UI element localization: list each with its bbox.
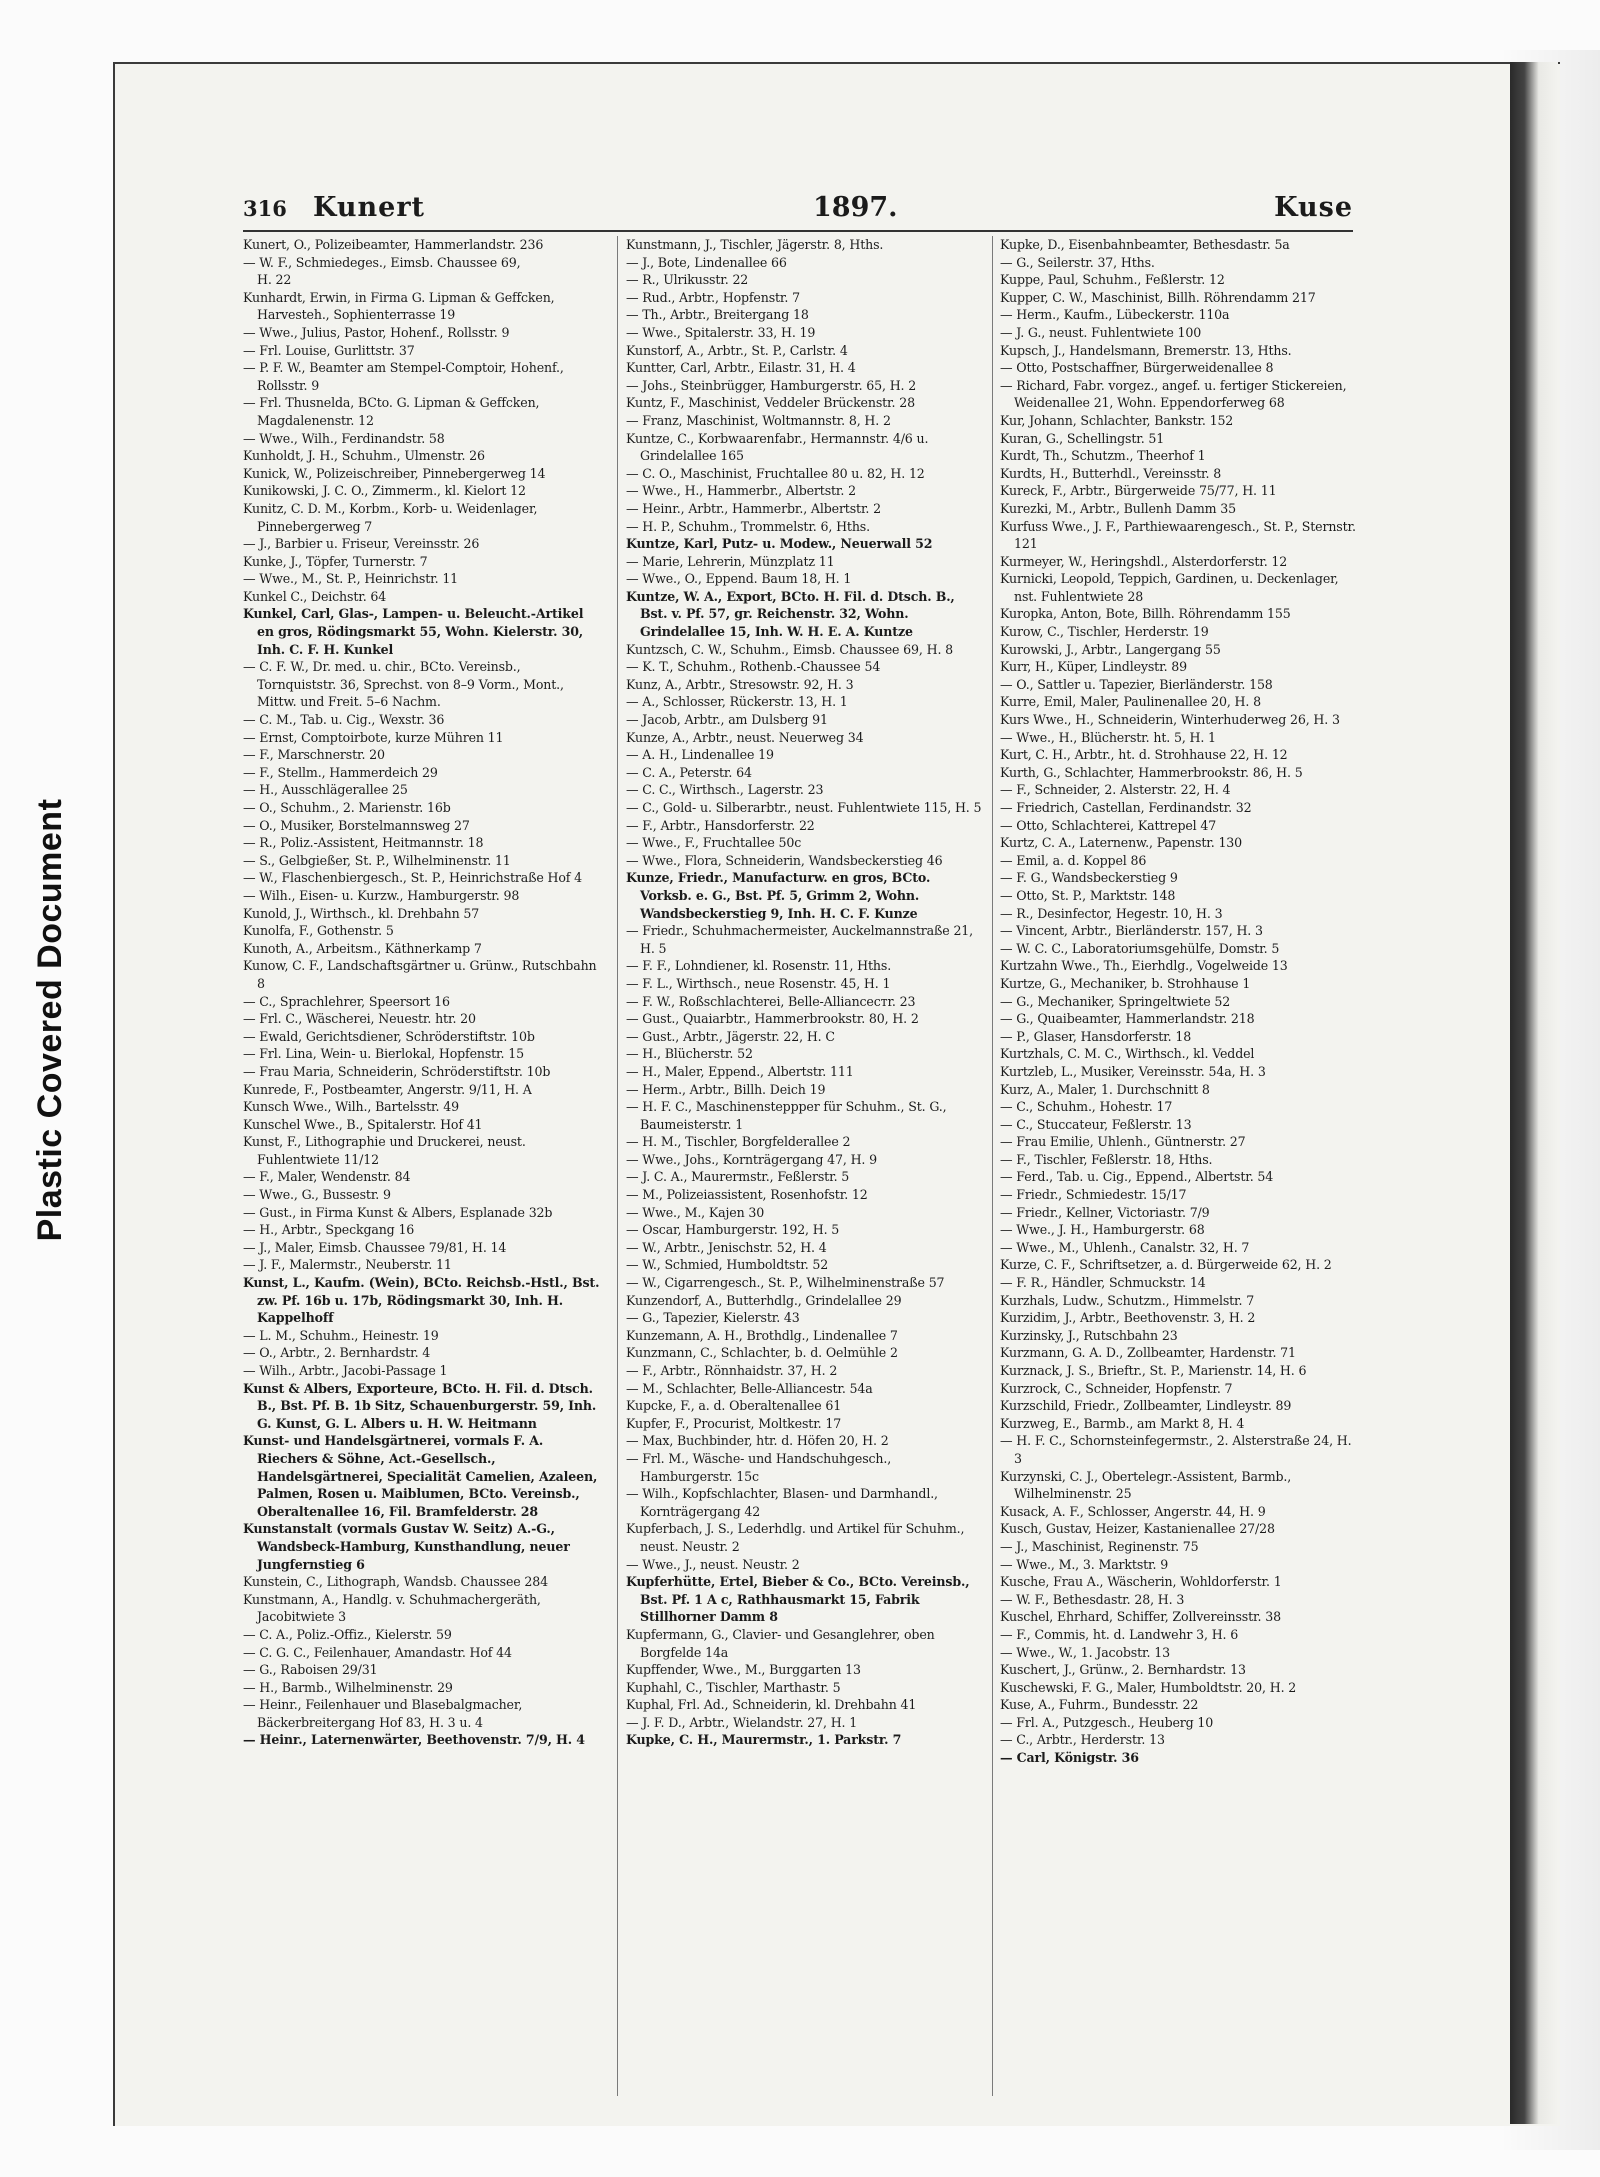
directory-entry: Kupffender, Wwe., M., Burggarten 13 xyxy=(626,1662,861,1678)
directory-entry: — Frau Emilie, Uhlenh., Güntnerstr. 27 xyxy=(1000,1134,1246,1150)
directory-entry: Kunkel, Carl, Glas-, Lampen- u. Beleucht.-Artikel en gros, Rödingsmarkt 55, Wohn. Kielerstr. 30, Inh. C. F. H. Kunkel xyxy=(243,606,584,657)
directory-entry: — W., Arbtr., Jenischstr. 52, H. 4 xyxy=(626,1239,827,1255)
directory-entry: Kusack, A. F., Schlosser, Angerstr. 44, H. 9 xyxy=(1000,1503,1266,1519)
directory-entry: Kunert, O., Polizeibeamter, Hammerlandstr. 236 xyxy=(243,237,544,252)
directory-entry: Kunstanstalt (vormals Gustav W. Seitz) A.-G., Wandsbeck-Hamburg, Kunsthandlung, neuer Jungfernstieg 6 xyxy=(243,1521,570,1572)
directory-entry: — F. F., Lohndiener, kl. Rosenstr. 11, Hths. xyxy=(626,958,892,974)
directory-entry: Kunze, A., Arbtr., neust. Neuerweg 34 xyxy=(626,729,864,745)
directory-entry: Kurzweg, E., Barmb., am Markt 8, H. 4 xyxy=(1000,1415,1245,1431)
directory-entry: Kurth, G., Schlachter, Hammerbrookstr. 86, H. 5 xyxy=(1000,764,1303,780)
directory-entry: — Wwe., Spitalerstr. 33, H. 19 xyxy=(626,324,816,340)
column-divider xyxy=(992,236,993,2096)
directory-entry: — M., Polizeiassistent, Rosenhofstr. 12 xyxy=(626,1187,868,1203)
directory-entry: — Gust., Quaiarbtr., Hammerbrookstr. 80, H. 2 xyxy=(626,1011,919,1027)
directory-entry: — Otto, St. P., Marktstr. 148 xyxy=(1000,887,1176,903)
directory-entry: — Wwe., Johs., Kornträgergang 47, H. 9 xyxy=(626,1151,877,1167)
column-left xyxy=(243,236,603,2106)
directory-entry: — Heinr., Feilenhauer und Blasebalgmacher, Bäckerbreitergang Hof 83, H. 3 u. 4 xyxy=(243,1697,523,1730)
directory-entry: — Wilh., Kopfschlachter, Blasen- und Darmhandl., Kornträgergang 42 xyxy=(626,1486,938,1519)
directory-entry: — F. L., Wirthsch., neue Rosenstr. 45, H. 1 xyxy=(626,975,891,991)
directory-entry: — P. F. W., Beamter am Stempel-Comptoir, Hohenf., Rollsstr. 9 xyxy=(243,360,564,393)
directory-entry: Kuntze, C., Korbwaarenfabr., Hermannstr. 4/6 u. Grindelallee 165 xyxy=(626,430,929,464)
header-rule xyxy=(243,230,1353,232)
directory-entry: — Th., Arbtr., Breitergang 18 xyxy=(626,307,809,323)
directory-entry: — Wwe., G., Bussestr. 9 xyxy=(243,1187,391,1203)
directory-entry: — Wwe., J. H., Hamburgerstr. 68 xyxy=(1000,1222,1205,1238)
directory-entry: — F., Arbtr., Hansdorferstr. 22 xyxy=(626,817,815,833)
directory-entry: — Wwe., M., Uhlenh., Canalstr. 32, H. 7 xyxy=(1000,1239,1250,1255)
directory-entry: — Frl. C., Wäscherei, Neuestr. htr. 20 xyxy=(243,1011,476,1027)
directory-entry: Kuropka, Anton, Bote, Billh. Röhrendamm 155 xyxy=(1000,606,1291,622)
directory-entry: Kurze, C. F., Schriftsetzer, a. d. Bürgerweide 62, H. 2 xyxy=(1000,1257,1332,1273)
directory-entry: — H., Maler, Eppend., Albertstr. 111 xyxy=(626,1063,854,1079)
directory-entry: Kuphal, Frl. Ad., Schneiderin, kl. Drehbahn 41 xyxy=(626,1697,917,1713)
directory-entry: — Wwe., Flora, Schneiderin, Wandsbeckerstieg 46 xyxy=(626,852,943,868)
directory-entry: — H. F. C., Schornsteinfegermstr., 2. Alsterstraße 24, H. 3 xyxy=(1000,1433,1352,1466)
directory-entry: Kupcke, F., a. d. Oberaltenallee 61 xyxy=(626,1398,842,1414)
directory-entry: Kupferbach, J. S., Lederhdlg. und Artikel für Schuhm., neust. Neustr. 2 xyxy=(626,1521,965,1554)
directory-entry: — Wwe., O., Eppend. Baum 18, H. 1 xyxy=(626,571,852,587)
directory-entry: — W., Flaschenbiergesch., St. P., Heinrichstraße Hof 4 xyxy=(243,870,583,886)
directory-entry: — Heinr., Laternenwärter, Beethovenstr. 7/9, H. 4 xyxy=(243,1732,585,1748)
directory-entry: Kurtzahn Wwe., Th., Eierhdlg., Vogelweide 13 xyxy=(1000,958,1288,974)
directory-entry: Kurtze, G., Mechaniker, b. Strohhause 1 xyxy=(1000,975,1251,991)
directory-entry: — Ernst, Comptoirbote, kurze Mühren 11 xyxy=(243,729,504,745)
directory-entry: Kunst, F., Lithographie und Druckerei, neust. Fuhlentwiete 11/12 xyxy=(243,1134,526,1167)
directory-entry: — C. O., Maschinist, Fruchtallee 80 u. 82, H. 12 xyxy=(626,465,925,481)
directory-entry: — F., Arbtr., Rönnhaidstr. 37, H. 2 xyxy=(626,1363,838,1378)
directory-entry: — P., Glaser, Hansdorferstr. 18 xyxy=(1000,1028,1192,1044)
directory-entry: Kuntze, Karl, Putz- u. Modew., Neuerwall 52 xyxy=(626,536,933,552)
directory-entry: — F. G., Wandsbeckerstieg 9 xyxy=(1000,870,1178,886)
directory-entry: Kunzemann, A. H., Brothdlg., Lindenallee 7 xyxy=(626,1327,898,1343)
directory-entry: Kupfermann, G., Clavier- und Gesanglehrer, oben Borgfelde 14a xyxy=(626,1626,935,1660)
directory-entry: Kupferhütte, Ertel, Bieber & Co., BCto. Vereinsb., Bst. Pf. 1 A c, Rathhausmarkt 15, Fabrik Stillhorner Damm 8 xyxy=(626,1574,970,1625)
directory-entry: Kunschel Wwe., B., Spitalerstr. Hof 41 xyxy=(243,1116,483,1132)
directory-entry: Kurezki, M., Arbtr., Bullenh Damm 35 xyxy=(1000,500,1237,516)
directory-entry: Kurtzleb, L., Musiker, Vereinsstr. 54a, H. 3 xyxy=(1000,1063,1266,1079)
directory-entry: — H., Barmb., Wilhelminenstr. 29 xyxy=(243,1679,453,1695)
directory-entry: — F. W., Roßschlachterei, Belle-Allianceстr. 23 xyxy=(626,993,916,1009)
directory-entry: — H., Blücherstr. 52 xyxy=(626,1046,753,1062)
directory-entry: Kupsch, J., Handelsmann, Bremerstr. 13, Hths. xyxy=(1000,342,1292,358)
directory-entry: Kusche, Frau A., Wäscherin, Wohldorferstr. 1 xyxy=(1000,1574,1282,1590)
page-header xyxy=(243,192,1353,230)
header-left-keyword: Kunert xyxy=(313,192,426,223)
directory-entry: — Frl. Lina, Wein- u. Bierlokal, Hopfenstr. 15 xyxy=(243,1046,524,1062)
directory-entry: — F., Stellm., Hammerdeich 29 xyxy=(243,764,438,780)
header-right-keyword: Kuse xyxy=(1274,192,1353,223)
directory-entry: — C., Gold- u. Silberarbtr., neust. Fuhlentwiete 115, H. 5 xyxy=(626,800,982,815)
directory-entry: — J. G., neust. Fuhlentwiete 100 xyxy=(1000,324,1202,340)
directory-entry: — A., Schlosser, Rückerstr. 13, H. 1 xyxy=(626,694,848,710)
directory-entry: — W. F., Schmiedeges., Eimsb. Chaussee 69, H. 22 xyxy=(243,254,521,288)
directory-entry: — Wwe., M., 3. Marktstr. 9 xyxy=(1000,1556,1169,1572)
directory-entry: Kunstorf, A., Arbtr., St. P., Carlstr. 4 xyxy=(626,342,848,358)
directory-entry: Kuntze, W. A., Export, BCto. H. Fil. d. Dtsch. B., Bst. v. Pf. 57, gr. Reichenstr. 32, Wohn. Grindelallee 15, Inh. W. H. E. A. Kuntze xyxy=(626,588,955,640)
directory-entry: — Wwe., F., Fruchtallee 50c xyxy=(626,835,802,851)
directory-entry: Kurzidim, J., Arbtr., Beethovenstr. 3, H. 2 xyxy=(1000,1310,1256,1326)
directory-entry: Kuntzsch, C. W., Schuhm., Eimsb. Chaussee 69, H. 8 xyxy=(626,641,954,657)
directory-entry: Kusch, Gustav, Heizer, Kastanienallee 27/28 xyxy=(1000,1521,1275,1537)
directory-entry: — Herm., Kaufm., Lübeckerstr. 110a xyxy=(1000,307,1230,323)
directory-entry: Kurnicki, Leopold, Teppich, Gardinen, u. Deckenlager, nst. Fuhlentwiete 28 xyxy=(1000,571,1339,604)
directory-entry: — Wwe., J., neust. Neustr. 2 xyxy=(626,1556,800,1572)
directory-entry: Kunzmann, C., Schlachter, b. d. Oelmühle 2 xyxy=(626,1345,898,1361)
directory-entry: — Wwe., M., St. P., Heinrichstr. 11 xyxy=(243,571,459,587)
directory-entry: — Richard, Fabr. vorgez., angef. u. fertiger Stickereien, Weidenallee 21, Wohn. Eppendorferweg 68 xyxy=(1000,377,1347,411)
directory-entry: Kuran, G., Schellingstr. 51 xyxy=(1000,430,1165,446)
directory-entry: Kunholdt, J. H., Schuhm., Ulmenstr. 26 xyxy=(243,448,485,464)
directory-entry: — C. C., Wirthsch., Lagerstr. 23 xyxy=(626,782,824,798)
directory-entry: — Frl. Louise, Gurlittstr. 37 xyxy=(243,342,415,358)
directory-entry: Kurzmann, G. A. D., Zollbeamter, Hardenstr. 71 xyxy=(1000,1345,1296,1361)
directory-entry: — Otto, Postschaffner, Bürgerweidenallee 8 xyxy=(1000,360,1274,376)
directory-entry: — F., Commis, ht. d. Landwehr 3, H. 6 xyxy=(1000,1626,1239,1642)
directory-entry: Kunstein, C., Lithograph, Wandsb. Chaussee 284 xyxy=(243,1574,548,1590)
directory-entry: — Carl, Königstr. 36 xyxy=(1000,1750,1139,1766)
directory-entry: — J., Bote, Lindenallee 66 xyxy=(626,254,787,270)
directory-entry: Kunrede, F., Postbeamter, Angerstr. 9/11, H. A xyxy=(243,1081,532,1097)
directory-entry: — Max, Buchbinder, htr. d. Höfen 20, H. 2 xyxy=(626,1433,889,1449)
directory-entry: — O., Sattler u. Tapezier, Bierländerstr. 158 xyxy=(1000,676,1273,692)
page-number: 316 xyxy=(243,196,287,221)
directory-entry: Kurre, Emil, Maler, Paulinenallee 20, H. 8 xyxy=(1000,694,1261,710)
directory-entry: Kurdts, H., Butterhdl., Vereinsstr. 8 xyxy=(1000,465,1222,481)
directory-entry: — Frau Maria, Schneiderin, Schröderstiftstr. 10b xyxy=(243,1063,551,1079)
directory-entry: — F., Marschnerstr. 20 xyxy=(243,747,385,763)
directory-entry: — C. M., Tab. u. Cig., Wexstr. 36 xyxy=(243,712,445,728)
directory-entry: — G., Quaibeamter, Hammerlandstr. 218 xyxy=(1000,1011,1255,1027)
directory-entry: Kurdt, Th., Schutzm., Theerhof 1 xyxy=(1000,448,1206,464)
directory-entry: Kunhardt, Erwin, in Firma G. Lipman & Geffcken, Harvesteh., Sophienterrasse 19 xyxy=(243,289,555,323)
directory-entry: Kurtzhals, C. M. C., Wirthsch., kl. Veddel xyxy=(1000,1046,1255,1062)
directory-entry: Kunsch Wwe., Wilh., Bartelsstr. 49 xyxy=(243,1099,459,1115)
directory-entry: Kurmeyer, W., Heringshdl., Alsterdorferstr. 12 xyxy=(1000,553,1288,569)
directory-entry: — Wwe., H., Hammerbr., Albertstr. 2 xyxy=(626,483,856,499)
directory-entry: — Friedrich, Castellan, Ferdinandstr. 32 xyxy=(1000,800,1252,815)
directory-entry: Kuntter, Carl, Arbtr., Eilastr. 31, H. 4 xyxy=(626,360,856,376)
directory-entry: — Wwe., M., Kajen 30 xyxy=(626,1204,765,1220)
directory-entry: — A. H., Lindenallee 19 xyxy=(626,747,774,763)
directory-entry: Kuschewski, F. G., Maler, Humboldtstr. 20, H. 2 xyxy=(1000,1679,1297,1695)
directory-entry: Kunow, C. F., Landschaftsgärtner u. Grünw., Rutschbahn 8 xyxy=(243,958,597,991)
directory-entry: Kunkel C., Deichstr. 64 xyxy=(243,588,387,604)
directory-entry: — M., Schlachter, Belle-Alliancestr. 54a xyxy=(626,1380,873,1396)
directory-entry: Kurzynski, C. J., Obertelegr.-Assistent, Barmb., Wilhelminenstr. 25 xyxy=(1000,1468,1292,1502)
directory-entry: — R., Poliz.-Assistent, Heitmannstr. 18 xyxy=(243,835,484,851)
cover-label: Plastic Covered Document xyxy=(31,798,69,1242)
directory-entry: Kunz, A., Arbtr., Stresowstr. 92, H. 3 xyxy=(626,676,854,692)
directory-entry: — J., Maler, Eimsb. Chaussee 79/81, H. 14 xyxy=(243,1239,507,1255)
directory-entry: — W., Cigarrengesch., St. P., Wilhelminenstraße 57 xyxy=(626,1275,945,1291)
directory-entry: — J. C. A., Maurermstr., Feßlerstr. 5 xyxy=(626,1169,850,1185)
directory-entry: Kunstmann, A., Handlg. v. Schuhmachergeräth, Jacobitwiete 3 xyxy=(243,1591,541,1625)
directory-entry: Kupper, C. W., Maschinist, Billh. Röhrendamm 217 xyxy=(1000,289,1316,305)
directory-entry: — G., Mechaniker, Springeltwiete 52 xyxy=(1000,993,1231,1009)
directory-entry: Kurzhals, Ludw., Schutzm., Himmelstr. 7 xyxy=(1000,1292,1255,1308)
directory-entry: — O., Musiker, Borstelmannsweg 27 xyxy=(243,817,470,833)
directory-entry: — Oscar, Hamburgerstr. 192, H. 5 xyxy=(626,1222,840,1238)
directory-entry: Kuschel, Ehrhard, Schiffer, Zollvereinsstr. 38 xyxy=(1000,1609,1281,1625)
directory-entry: Kureck, F., Arbtr., Bürgerweide 75/77, H. 11 xyxy=(1000,483,1277,499)
directory-entry: Kurowski, J., Arbtr., Langergang 55 xyxy=(1000,641,1221,657)
directory-entry: Kurznack, J. S., Brieftr., St. P., Marienstr. 14, H. 6 xyxy=(1000,1363,1307,1378)
directory-entry: — C., Schuhm., Hohestr. 17 xyxy=(1000,1099,1173,1115)
directory-entry: Kunstmann, J., Tischler, Jägerstr. 8, Hths. xyxy=(626,237,884,252)
page-edge xyxy=(1510,62,1558,2124)
directory-entry: — W. F., Bethesdastr. 28, H. 3 xyxy=(1000,1591,1185,1607)
directory-entry: Kunolfa, F., Gothenstr. 5 xyxy=(243,923,394,939)
directory-entry: — C., Stuccateur, Feßlerstr. 13 xyxy=(1000,1116,1192,1132)
directory-entry: Kurfuss Wwe., J. F., Parthiewaarengesch., St. P., Sternstr. 121 xyxy=(1000,518,1356,552)
directory-entry: — C. A., Poliz.-Offiz., Kielerstr. 59 xyxy=(243,1626,452,1642)
directory-entry: — Wilh., Arbtr., Jacobi-Passage 1 xyxy=(243,1363,448,1378)
directory-entry: — Franz, Maschinist, Woltmannstr. 8, H. 2 xyxy=(626,412,891,428)
directory-entry: — Wilh., Eisen- u. Kurzw., Hamburgerstr. 98 xyxy=(243,887,520,903)
directory-entry: — Emil, a. d. Koppel 86 xyxy=(1000,852,1147,868)
directory-entry: Kurz, A., Maler, 1. Durchschnitt 8 xyxy=(1000,1081,1210,1097)
column-divider xyxy=(617,236,618,2096)
directory-entry: — C. G. C., Feilenhauer, Amandastr. Hof 44 xyxy=(243,1644,512,1660)
directory-entry: Kunitz, C. D. M., Korbm., Korb- u. Weidenlager, Pinnebergerweg 7 xyxy=(243,500,538,534)
directory-entry: Kuntz, F., Maschinist, Veddeler Brückenstr. 28 xyxy=(626,395,915,411)
directory-entry: — F., Schneider, 2. Alsterstr. 22, H. 4 xyxy=(1000,782,1231,798)
directory-entry: — C., Arbtr., Herderstr. 13 xyxy=(1000,1732,1165,1748)
directory-entry: — Wwe., Wilh., Ferdinandstr. 58 xyxy=(243,430,445,446)
directory-entry: Kunzendorf, A., Butterhdlg., Grindelallee 29 xyxy=(626,1292,902,1308)
directory-entry: Kurow, C., Tischler, Herderstr. 19 xyxy=(1000,624,1209,640)
directory-entry: Kurzinsky, J., Rutschbahn 23 xyxy=(1000,1327,1178,1343)
directory-entry: — Herm., Arbtr., Billh. Deich 19 xyxy=(626,1081,826,1097)
directory-entry: Kunold, J., Wirthsch., kl. Drehbahn 57 xyxy=(243,905,480,921)
directory-entry: Kunke, J., Töpfer, Turnerstr. 7 xyxy=(243,553,428,569)
directory-entry: Kunick, W., Polizeischreiber, Pinnebergerweg 14 xyxy=(243,465,546,481)
directory-entry: — F. R., Händler, Schmuckstr. 14 xyxy=(1000,1275,1206,1291)
directory-entry: — Vincent, Arbtr., Bierländerstr. 157, H. 3 xyxy=(1000,923,1263,939)
directory-entry: — Frl. Thusnelda, BCto. G. Lipman & Geffcken, Magdalenenstr. 12 xyxy=(243,395,540,428)
directory-entry: — F., Tischler, Feßlerstr. 18, Hths. xyxy=(1000,1151,1213,1167)
directory-entry: — H. F. C., Maschinensteppper für Schuhm., St. G., Baumeisterstr. 1 xyxy=(626,1099,947,1132)
directory-entry: — H., Ausschlägerallee 25 xyxy=(243,782,408,798)
directory-entry: Kupke, C. H., Maurermstr., 1. Parkstr. 7 xyxy=(626,1732,902,1748)
directory-entry: — J., Barbier u. Friseur, Vereinsstr. 26 xyxy=(243,536,480,552)
directory-entry: — Ferd., Tab. u. Cig., Eppend., Albertstr. 54 xyxy=(1000,1169,1274,1185)
column-right xyxy=(1000,236,1356,2106)
directory-entry: — G., Tapezier, Kielerstr. 43 xyxy=(626,1310,800,1326)
directory-entry: — G., Raboisen 29/31 xyxy=(243,1662,378,1678)
directory-entry: Kurr, H., Küper, Lindleystr. 89 xyxy=(1000,659,1187,675)
directory-entry: Kurzschild, Friedr., Zollbeamter, Lindleystr. 89 xyxy=(1000,1398,1292,1414)
directory-entry: Kunoth, A., Arbeitsm., Käthnerkamp 7 xyxy=(243,940,482,956)
directory-entry: Kuse, A., Fuhrm., Bundesstr. 22 xyxy=(1000,1697,1199,1713)
header-year: 1897. xyxy=(813,192,898,223)
directory-entry: — Frl. A., Putzgesch., Heuberg 10 xyxy=(1000,1714,1214,1730)
directory-entry: Kunst- und Handelsgärtnerei, vormals F. A. Riechers & Söhne, Act.-Gesellsch., Handelsgärtnerei, Specialität Camelien, Azaleen, Palmen, Rosen u. Maiblumen, BCto. Vereinsb., Oberaltenallee 16, Fil. Bramfelderstr. 28 xyxy=(243,1433,598,1519)
directory-entry: — C., Sprachlehrer, Speersort 16 xyxy=(243,993,450,1009)
directory-entry: Kur, Johann, Schlachter, Bankstr. 152 xyxy=(1000,412,1234,428)
directory-entry: Kunst, L., Kaufm. (Wein), BCto. Reichsb.-Hstl., Bst. zw. Pf. 16b u. 17b, Rödingsmarkt 30, Inh. H. Kappelhoff xyxy=(243,1275,600,1326)
directory-entry: — R., Desinfector, Hegestr. 10, H. 3 xyxy=(1000,905,1223,921)
column-middle xyxy=(626,236,986,2106)
directory-entry: Kurs Wwe., H., Schneiderin, Winterhuderweg 26, H. 3 xyxy=(1000,712,1340,728)
directory-entry: Kuphahl, C., Tischler, Marthastr. 5 xyxy=(626,1679,841,1695)
directory-entry: — H., Arbtr., Speckgang 16 xyxy=(243,1222,415,1238)
directory-entry: — C. A., Peterstr. 64 xyxy=(626,764,752,780)
directory-entry: — Wwe., W., 1. Jacobstr. 13 xyxy=(1000,1644,1170,1660)
directory-entry: — Marie, Lehrerin, Münzplatz 11 xyxy=(626,553,835,569)
directory-entry: — Rud., Arbtr., Hopfenstr. 7 xyxy=(626,289,800,305)
directory-entry: Kurzrock, C., Schneider, Hopfenstr. 7 xyxy=(1000,1380,1233,1396)
directory-entry: — Otto, Schlachterei, Kattrepel 47 xyxy=(1000,817,1217,833)
directory-entry: — Wwe., Julius, Pastor, Hohenf., Rollsstr. 9 xyxy=(243,324,510,340)
directory-entry: — O., Schuhm., 2. Marienstr. 16b xyxy=(243,800,451,815)
directory-entry: Kurt, C. H., Arbtr., ht. d. Strohhause 22, H. 12 xyxy=(1000,747,1288,763)
directory-entry: — K. T., Schuhm., Rothenb.-Chaussee 54 xyxy=(626,659,881,675)
directory-entry: Kuschert, J., Grünw., 2. Bernhardstr. 13 xyxy=(1000,1662,1246,1678)
directory-entry: — G., Seilerstr. 37, Hths. xyxy=(1000,254,1155,270)
directory-entry: — W. C. C., Laboratoriumsgehülfe, Domstr. 5 xyxy=(1000,940,1280,956)
directory-entry: — H. M., Tischler, Borgfelderallee 2 xyxy=(626,1134,851,1150)
directory-entry: — J. F., Malermstr., Neuberstr. 11 xyxy=(243,1257,452,1273)
directory-entry: Kunst & Albers, Exporteure, BCto. H. Fil. d. Dtsch. B., Bst. Pf. B. 1b Sitz, Schauenburgerstr. 59, Inh. G. Kunst, G. L. Albers u. H. W. Heitmann xyxy=(243,1380,597,1431)
directory-entry: — Gust., Arbtr., Jägerstr. 22, H. C xyxy=(626,1028,835,1044)
directory-entry: — Jacob, Arbtr., am Dulsberg 91 xyxy=(626,712,828,728)
directory-entry: Kupfer, F., Procurist, Moltkestr. 17 xyxy=(626,1415,842,1431)
directory-entry: Kuppe, Paul, Schuhm., Feßlerstr. 12 xyxy=(1000,272,1225,288)
directory-entry: Kupke, D., Eisenbahnbeamter, Bethesdastr. 5a xyxy=(1000,237,1290,252)
directory-entry: Kunikowski, J. C. O., Zimmerm., kl. Kielort 12 xyxy=(243,483,526,499)
directory-entry: — H. P., Schuhm., Trommelstr. 6, Hths. xyxy=(626,518,870,534)
directory-entry: — Johs., Steinbrügger, Hamburgerstr. 65, H. 2 xyxy=(626,377,917,393)
directory-entry: — L. M., Schuhm., Heinestr. 19 xyxy=(243,1327,439,1343)
directory-entry: — C. F. W., Dr. med. u. chir., BCto. Vereinsb., Tornquiststr. 36, Sprechst. von 8–9 Vorm., Mont., Mittw. und Freit. 5–6 Nachm. xyxy=(243,659,564,710)
directory-entry: Kunze, Friedr., Manufacturw. en gros, BCto. Vorksb. e. G., Bst. Pf. 5, Grimm 2, Wohn. Wandsbeckerstieg 9, Inh. H. C. F. Kunze xyxy=(626,870,931,921)
directory-entry: — J., Maschinist, Reginenstr. 75 xyxy=(1000,1538,1199,1554)
directory-entry: — F., Maler, Wendenstr. 84 xyxy=(243,1169,411,1185)
directory-entry: — S., Gelbgießer, St. P., Wilhelminenstr. 11 xyxy=(243,852,511,868)
directory-entry: — Friedr., Schmiedestr. 15/17 xyxy=(1000,1187,1187,1203)
directory-entry: — Friedr., Kellner, Victoriastr. 7/9 xyxy=(1000,1204,1210,1220)
directory-entry: — O., Arbtr., 2. Bernhardstr. 4 xyxy=(243,1345,431,1361)
directory-entry: — R., Ulrikusstr. 22 xyxy=(626,272,749,288)
directory-entry: — Gust., in Firma Kunst & Albers, Esplanade 32b xyxy=(243,1204,553,1220)
directory-entry: — Heinr., Arbtr., Hammerbr., Albertstr. 2 xyxy=(626,500,882,516)
directory-entry: — W., Schmied, Humboldtstr. 52 xyxy=(626,1257,829,1273)
directory-entry: — Ewald, Gerichtsdiener, Schröderstiftstr. 10b xyxy=(243,1028,535,1044)
directory-entry: — J. F. D., Arbtr., Wielandstr. 27, H. 1 xyxy=(626,1714,858,1730)
directory-entry: Kurtz, C. A., Laternenw., Papenstr. 130 xyxy=(1000,835,1243,851)
directory-entry: — Wwe., H., Blücherstr. ht. 5, H. 1 xyxy=(1000,729,1216,745)
directory-entry: — Friedr., Schuhmachermeister, Auckelmannstraße 21, H. 5 xyxy=(626,923,974,956)
directory-entry: — Frl. M., Wäsche- und Handschuhgesch., Hamburgerstr. 15c xyxy=(626,1450,892,1484)
